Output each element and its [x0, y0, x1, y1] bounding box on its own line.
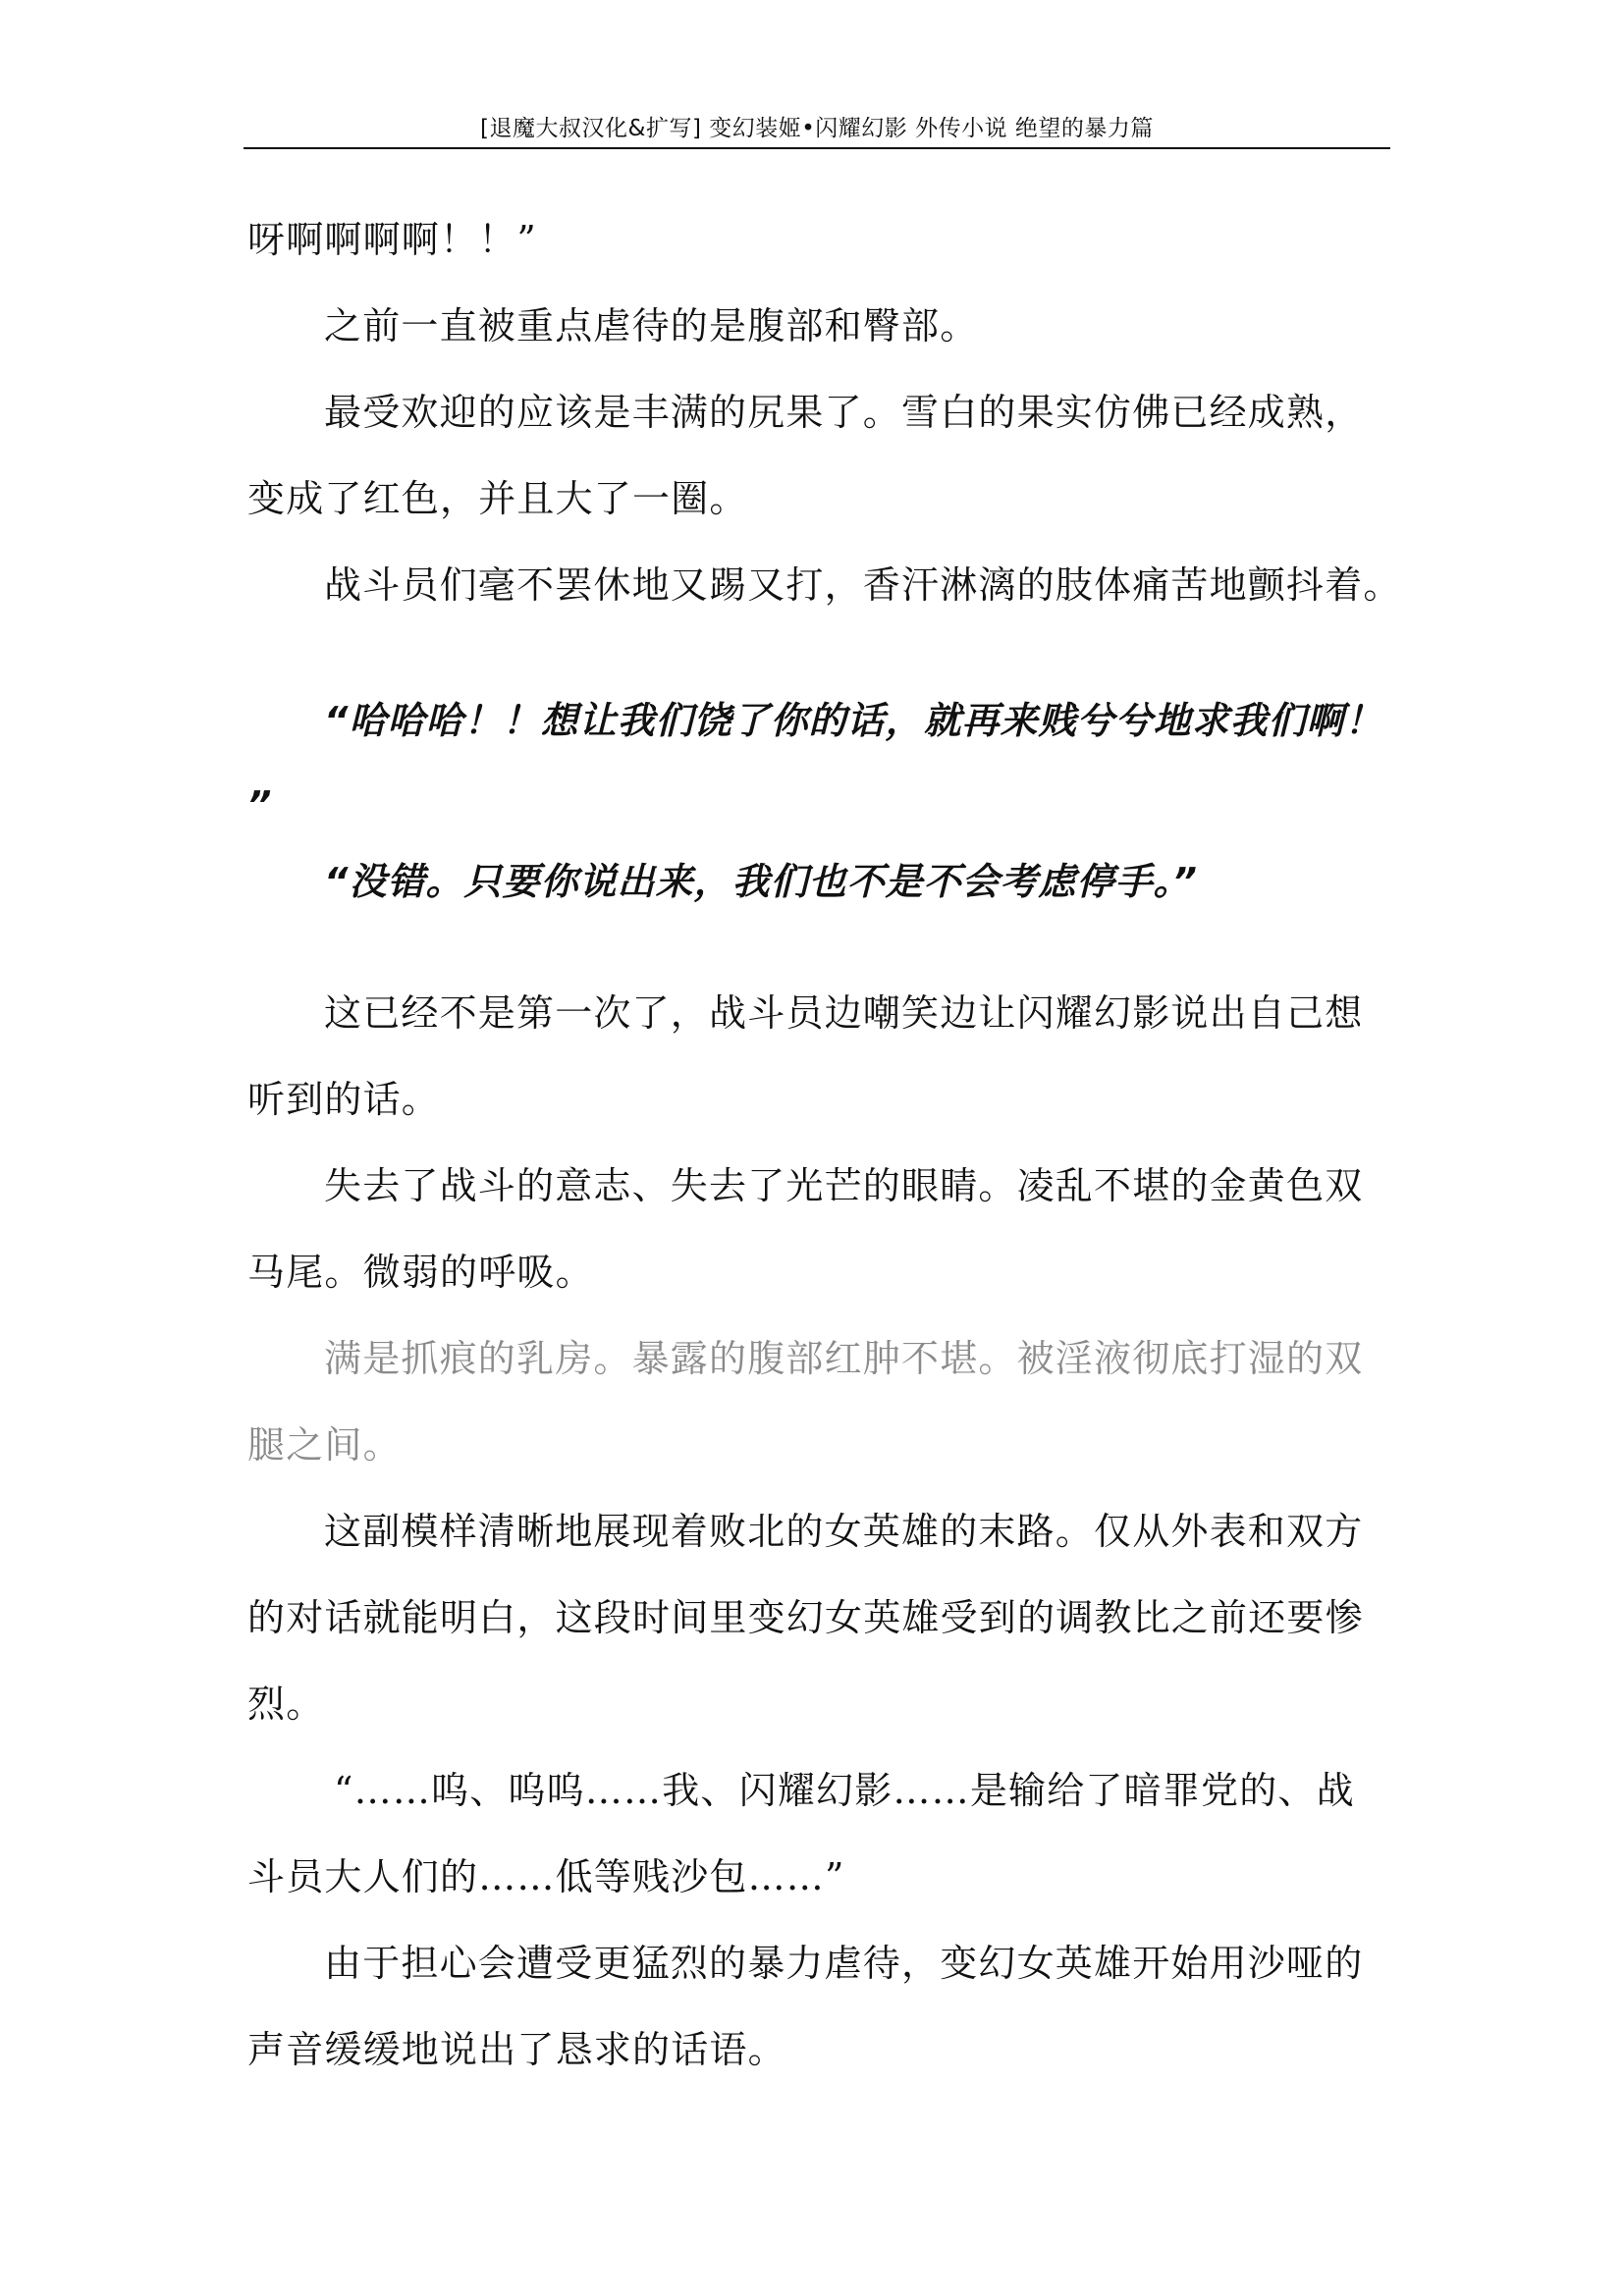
dialog-line: “没错。只要你说出来，我们也不是不会考虑停手。”: [324, 860, 1198, 903]
text-line: 马尾。微弱的呼吸。: [247, 1251, 594, 1294]
paragraph-line: 由于担心会遭受更猛烈的暴力虐待，变幻女英雄开始用沙哑的: [324, 1942, 1364, 1985]
text-line: 的对话就能明白，这段时间里变幻女英雄受到的调教比之前还要惨: [247, 1596, 1364, 1639]
text-line: 烈。: [247, 1682, 325, 1726]
header-divider: [244, 147, 1390, 149]
dialog-line: ”: [247, 783, 273, 827]
text-line: 变成了红色，并且大了一圈。: [247, 477, 748, 520]
paragraph-line: 最受欢迎的应该是丰满的尻果了。雪白的果实仿佛已经成熟，: [324, 391, 1364, 434]
text-line: 声音缓缓地说出了恳求的话语。: [247, 2028, 786, 2071]
paragraph-line: 这副模样清晰地展现着败北的女英雄的末路。仅从外表和双方: [324, 1510, 1364, 1553]
text-line: 斗员大人们的……低等贱沙包……”: [247, 1855, 845, 1898]
dialog-line: “哈哈哈！！想让我们饶了你的话，就再来贱兮兮地求我们啊！: [324, 699, 1383, 742]
paragraph-line-gray: 满是抓痕的乳房。暴露的腹部红肿不堪。被淫液彻底打湿的双: [324, 1337, 1364, 1380]
text-line-gray: 腿之间。: [247, 1423, 402, 1467]
text-line: 呀啊啊啊啊！！”: [247, 218, 538, 261]
paragraph-line: 这已经不是第一次了，战斗员边嘲笑边让闪耀幻影说出自己想: [324, 991, 1364, 1035]
paragraph-line: 失去了战斗的意志、失去了光芒的眼睛。凌乱不堪的金黄色双: [324, 1164, 1364, 1207]
paragraph-line: 之前一直被重点虐待的是腹部和臀部。: [324, 304, 979, 347]
paragraph-line: 战斗员们毫不罢休地又踢又打，香汗淋漓的肢体痛苦地颤抖着。: [324, 563, 1402, 607]
running-header: [退魔大叔汉化&扩写] 变幻装姬•闪耀幻影 外传小说 绝望的暴力篇: [480, 116, 1154, 141]
text-line: 听到的话。: [247, 1078, 441, 1121]
quote-line: “……呜、呜呜……我、闪耀幻影……是输给了暗罪党的、战: [334, 1769, 1355, 1812]
